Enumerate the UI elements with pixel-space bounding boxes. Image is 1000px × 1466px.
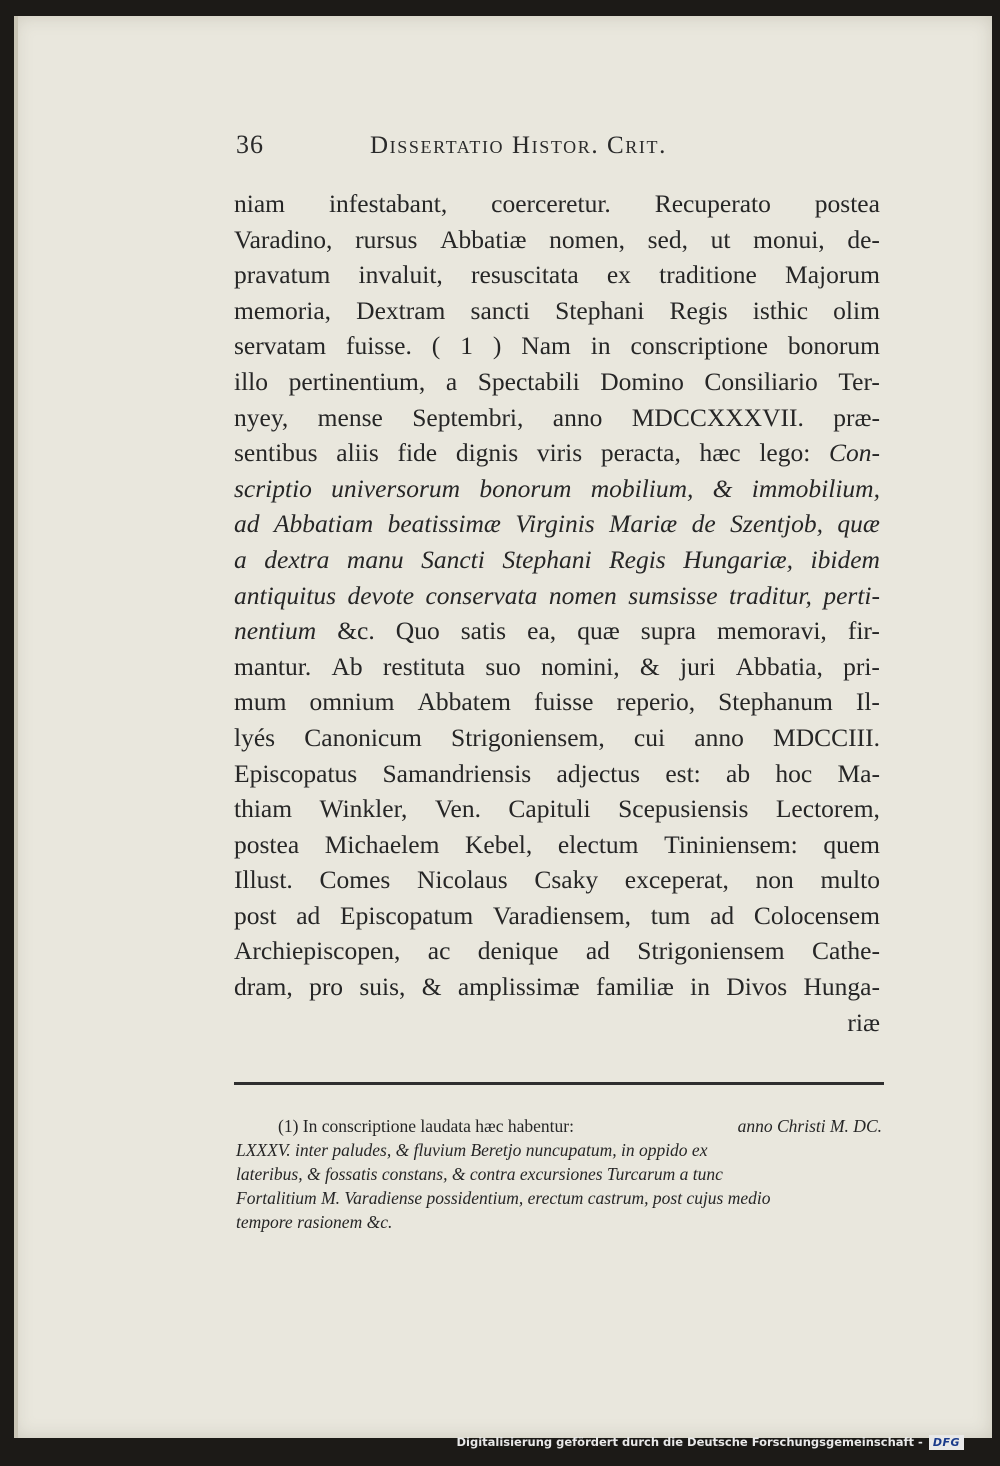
text-line: Illust. Comes Nicolaus Csaky exceperat, non multo [234,865,880,895]
dfg-logo: DFG [929,1435,964,1450]
text-line: servatam fuisse. ( 1 ) Nam in conscriptione bonorum [234,331,880,361]
footnote [236,1114,882,1234]
text-line: Archiepiscopen, ac denique ad Strigoniensem Cathe- [234,936,880,966]
text-line: memoria, Dextram sancti Stephani Regis isthic olim [234,295,880,325]
footnote-line [236,1138,882,1162]
footnote-italic-text: anno Christi M. DC. [737,1116,882,1136]
footnote-line [236,1186,882,1210]
running-title: Dissertatio Histor. Crit. [370,132,667,159]
footnote-line [236,1114,882,1138]
body-text [234,186,880,1040]
text-line: mantur. Ab restituta suo nomini, & juri Abbatia, pri- [234,651,880,681]
text-line: nentium &c. Quo satis ea, quæ supra memoravi, fir- [234,616,880,646]
footnote-text: lateribus, & fossatis constans, & contra excursiones Turcarum a tunc [236,1164,723,1184]
credit-text: Digitalisierung gefördert durch die Deutsche Forschungsgemeinschaft - [456,1435,923,1449]
footnote-rule [234,1082,884,1085]
text-line: lyés Canonicum Strigoniensem, cui anno MDCCIII. [234,722,880,752]
page-edge [14,16,18,1438]
text-line: mum omnium Abbatem fuisse reperio, Stephanum Il- [234,687,880,717]
text-line: illo pertinentium, a Spectabili Domino Consiliario Ter- [234,366,880,396]
text-line: ad Abbatiam beatissimæ Virginis Mariæ de Szentjob, quæ [234,509,880,539]
page-number: 36 [236,130,264,159]
text-line: Varadino, rursus Abbatiæ nomen, sed, ut monui, de- [234,224,880,254]
text-line: antiquitus devote conservata nomen sumsisse traditur, perti- [234,580,880,610]
text-line: postea Michaelem Kebel, electum Tininiensem: quem [234,829,880,859]
text-line: thiam Winkler, Ven. Capituli Scepusiensis Lectorem, [234,794,880,824]
footnote-text: tempore rasionem &c. [236,1212,393,1232]
text-line: pravatum invaluit, resuscitata ex traditione Majorum [234,260,880,290]
page-header [236,130,886,170]
catchword: riæ [847,1007,880,1037]
text-line: post ad Episcopatum Varadiensem, tum ad Colocensem [234,900,880,930]
text-line: Episcopatus Samandriensis adjectus est: ab hoc Ma- [234,758,880,788]
text-line: niam infestabant, coerceretur. Recuperato postea [234,189,880,218]
text-line: nyey, mense Septembri, anno MDCCXXXVII. præ- [234,402,880,432]
digitization-credit [456,1432,964,1452]
footnote-line [236,1210,882,1234]
text-line: a dextra manu Sancti Stephani Regis Hungariæ, ibidem [234,544,880,574]
footnote-marker-text: (1) In conscriptione laudata hæc habentur: [278,1116,574,1136]
text-line: scriptio universorum bonorum mobilium, & immobilium, [234,473,880,503]
footnote-text: Fortalitium M. Varadiense possidentium, erectum castrum, post cujus medio [236,1188,771,1208]
text-line: dram, pro suis, & amplissimæ familiæ in Divos Hunga- [234,972,880,1002]
text-line: sentibus aliis fide dignis viris peracta, hæc lego: Con- [234,438,880,468]
footnote-text: LXXXV. inter paludes, & fluvium Beretjo nuncupatum, in oppido ex [236,1140,708,1160]
footnote-line [236,1162,882,1186]
